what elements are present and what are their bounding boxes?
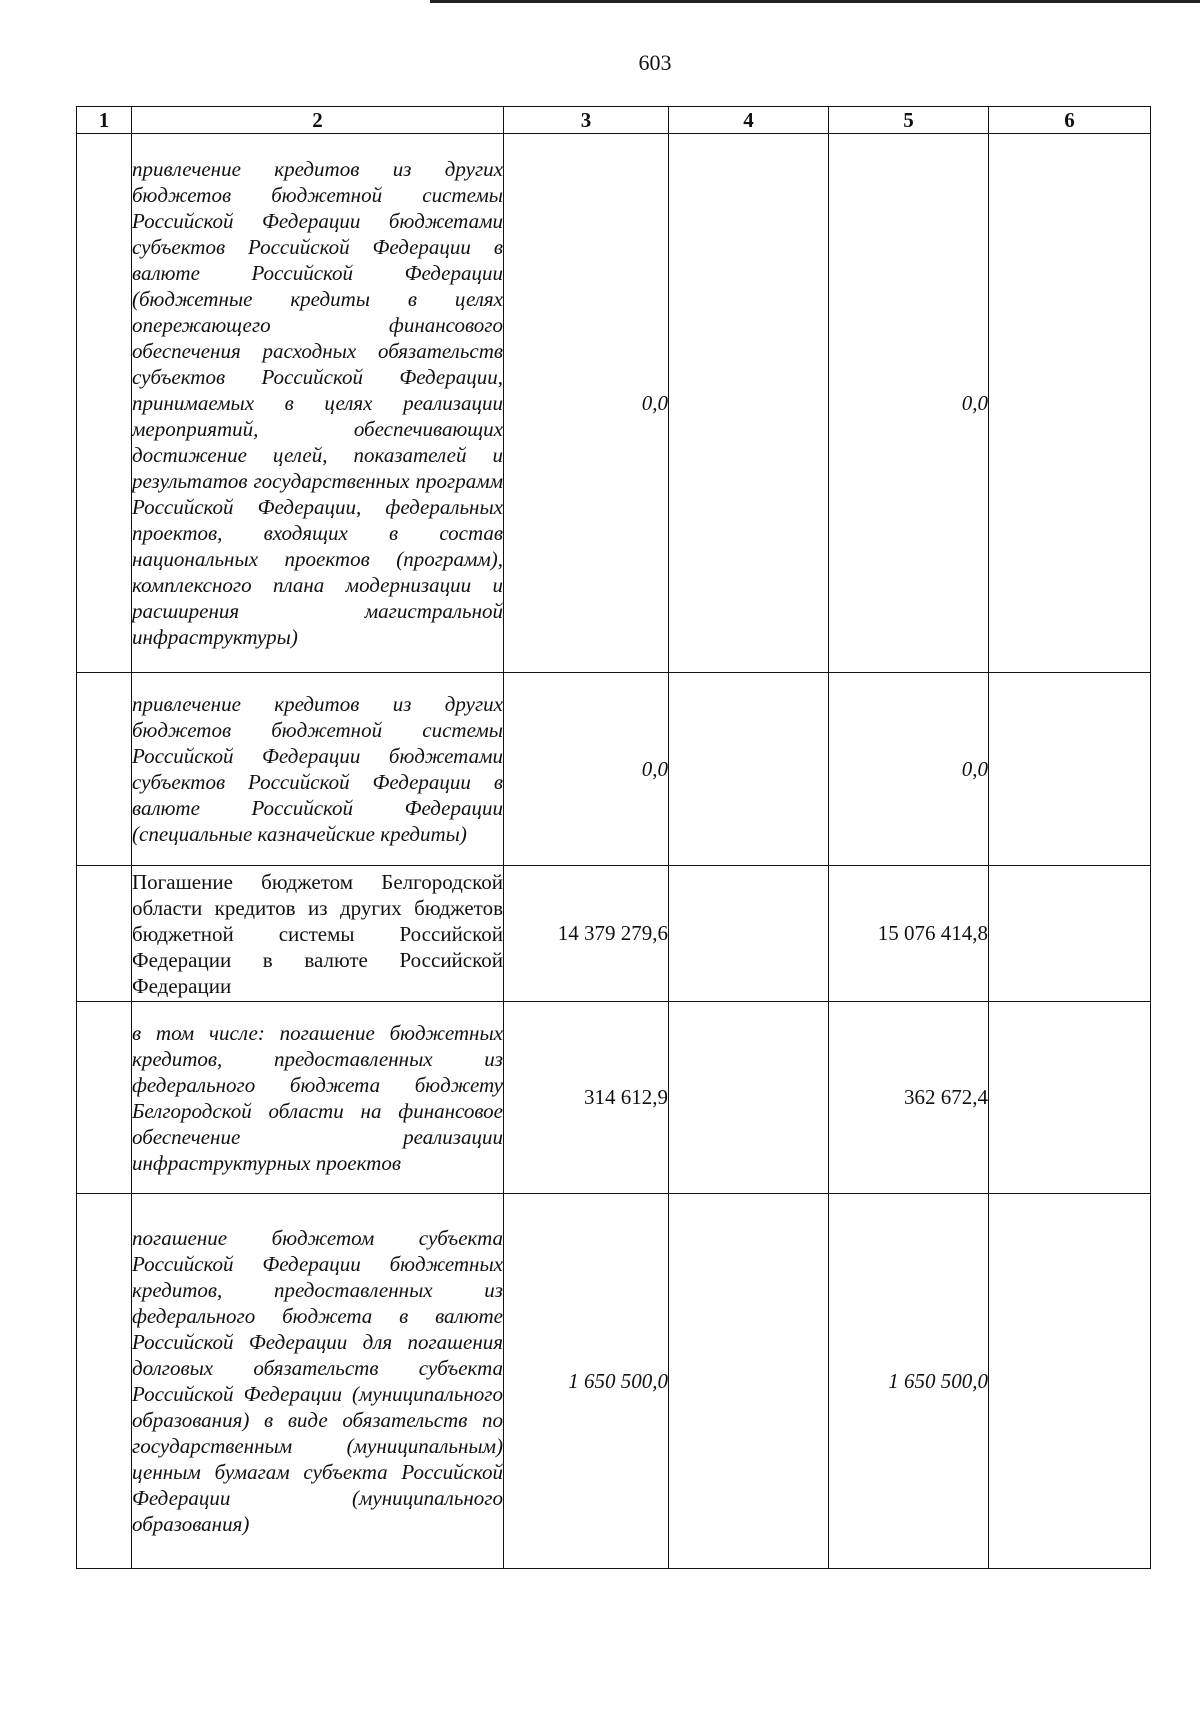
table-row [77, 1002, 1151, 1194]
row-2-col-1 [77, 673, 132, 866]
row-5-col-3: 1 650 500,0 [504, 1194, 669, 1569]
header-col-6: 6 [989, 107, 1151, 134]
row-1-description: привлечение кредитов из других бюджетов бюджетной системы Российской Федерации бюджетами субъектов Российской Федерации в валюте Российской Федерации (бюджетные кредиты в целях опережающего финансового обеспечения расходных обязательств субъектов Российской Федерации, принимаемых в целях реализации мероприятий, обеспечивающих достижение целей, показателей и результатов государственных программ Российской Федерации, федеральных проектов, входящих в состав национальных проектов (программ), комплексного плана модернизации и расширения магистральной инфраструктуры) [132, 134, 504, 673]
row-1-col-5: 0,0 [829, 134, 989, 673]
budget-table [76, 106, 1151, 1569]
page-number: 603 [638, 50, 672, 75]
header-col-2: 2 [132, 107, 504, 134]
row-2-description: привлечение кредитов из других бюджетов бюджетной системы Российской Федерации бюджетами субъектов Российской Федерации в валюте Российской Федерации (специальные казначейские кредиты) [132, 673, 504, 866]
row-4-col-3: 314 612,9 [504, 1002, 669, 1194]
row-5-col-4 [669, 1194, 829, 1569]
header-col-3: 3 [504, 107, 669, 134]
row-3-description: Погашение бюджетом Белгородской области кредитов из других бюджетов бюджетной системы Российской Федерации в валюте Российской Федерации [132, 866, 504, 1002]
table-header-row [77, 107, 1151, 134]
row-2-col-6 [989, 673, 1151, 866]
row-3-col-6 [989, 866, 1151, 1002]
header-col-1: 1 [77, 107, 132, 134]
row-3-col-3: 14 379 279,6 [504, 866, 669, 1002]
row-1-col-3: 0,0 [504, 134, 669, 673]
row-1-col-1 [77, 134, 132, 673]
table-row [77, 866, 1151, 1002]
row-5-description: погашение бюджетом субъекта Российской Федерации бюджетных кредитов, предоставленных из федерального бюджета в валюте Российской Федерации для погашения долговых обязательств субъекта Российской Федерации (муниципального образования) в виде обязательств по государственным (муниципальным) ценным бумагам субъекта Российской Федерации (муниципального образования) [132, 1194, 504, 1569]
row-2-col-5: 0,0 [829, 673, 989, 866]
table-row [77, 1194, 1151, 1569]
table-row [77, 134, 1151, 673]
row-2-col-4 [669, 673, 829, 866]
row-4-col-4 [669, 1002, 829, 1194]
top-edge-line [430, 0, 1200, 3]
row-4-col-5: 362 672,4 [829, 1002, 989, 1194]
row-4-col-6 [989, 1002, 1151, 1194]
row-5-col-1 [77, 1194, 132, 1569]
row-4-col-1 [77, 1002, 132, 1194]
row-3-col-4 [669, 866, 829, 1002]
row-3-col-5: 15 076 414,8 [829, 866, 989, 1002]
row-5-col-6 [989, 1194, 1151, 1569]
row-5-col-5: 1 650 500,0 [829, 1194, 989, 1569]
row-1-col-4 [669, 134, 829, 673]
row-2-col-3: 0,0 [504, 673, 669, 866]
table-row [77, 673, 1151, 866]
row-4-description: в том числе: погашение бюджетных кредитов, предоставленных из федерального бюджета бюджету Белгородской области на финансовое обеспечение реализации инфраструктурных проектов [132, 1002, 504, 1194]
header-col-5: 5 [829, 107, 989, 134]
row-3-col-1 [77, 866, 132, 1002]
header-col-4: 4 [669, 107, 829, 134]
row-1-col-6 [989, 134, 1151, 673]
